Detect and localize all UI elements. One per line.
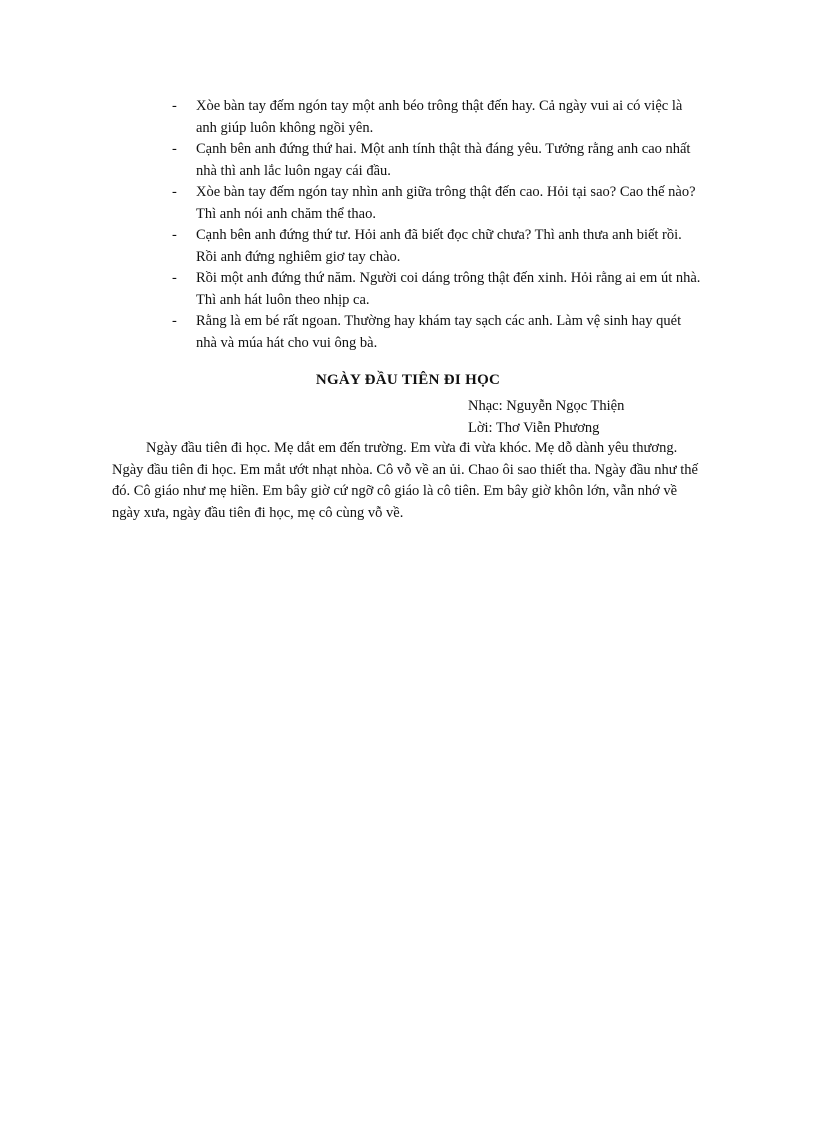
bullet-dash: -	[172, 227, 177, 243]
bullet-dash: -	[172, 184, 177, 200]
list-item-text: Xòe bàn tay đếm ngón tay một anh béo trông thật đến hay. Cả ngày vui ai có việc là anh giúp luôn không ngồi yên.	[196, 98, 683, 136]
list-item	[172, 311, 702, 354]
list-item-text: Rồi một anh đứng thứ năm. Người coi dáng trông thật đến xinh. Hỏi rằng ai em út nhà. Thì anh hát luôn theo nhịp ca.	[196, 270, 701, 308]
list-item	[172, 139, 702, 182]
bullet-dash: -	[172, 98, 177, 114]
song-title: NGÀY ĐẦU TIÊN ĐI HỌC	[315, 372, 501, 388]
bullet-dash: -	[172, 270, 177, 286]
list-item	[172, 182, 702, 225]
bullet-dash: -	[172, 313, 177, 329]
list-item-text: Xòe bàn tay đếm ngón tay nhìn anh giữa trông thật đến cao. Hỏi tại sao? Cao thế nào? Thì anh nói anh chăm thể thao.	[196, 184, 696, 222]
list-item	[172, 268, 702, 311]
list-item-text: Rằng là em bé rất ngoan. Thường hay khám tay sạch các anh. Làm vệ sinh hay quét nhà và múa hát cho vui ông bà.	[196, 313, 682, 351]
list-item-text: Cạnh bên anh đứng thứ tư. Hỏi anh đã biết đọc chữ chưa? Thì anh thưa anh biết rồi. Rồi anh đứng nghiêm giơ tay chào.	[196, 227, 682, 265]
bullet-dash: -	[172, 141, 177, 157]
list-item	[172, 96, 702, 139]
song-lyrics-paragraph: Ngày đầu tiên đi học. Mẹ dắt em đến trường. Em vừa đi vừa khóc. Mẹ dỗ dành yêu thương. Ngày đầu tiên đi học. Em mắt ướt nhạt nhòa. Cô vỗ về an ủi. Chao ôi sao thiết tha. Ngày đầu như thế đó. Cô giáo như mẹ hiền. Em bây giờ cứ ngỡ cô giáo là cô tiên. Em bây giờ khôn lớn, vẫn nhớ về ngày xưa, ngày đầu tiên đi học, mẹ cô cùng vỗ về.	[112, 440, 698, 521]
list-item	[172, 225, 702, 268]
song-lyrics-list	[172, 96, 702, 354]
list-item-text: Cạnh bên anh đứng thứ hai. Một anh tính thật thà đáng yêu. Tưởng rằng anh cao nhất nhà thì anh lắc luôn ngay cái đầu.	[196, 141, 691, 179]
music-credit: Nhạc: Nguyễn Ngọc Thiện	[468, 398, 625, 414]
lyrics-credit: Lời: Thơ Viễn Phương	[468, 420, 600, 436]
